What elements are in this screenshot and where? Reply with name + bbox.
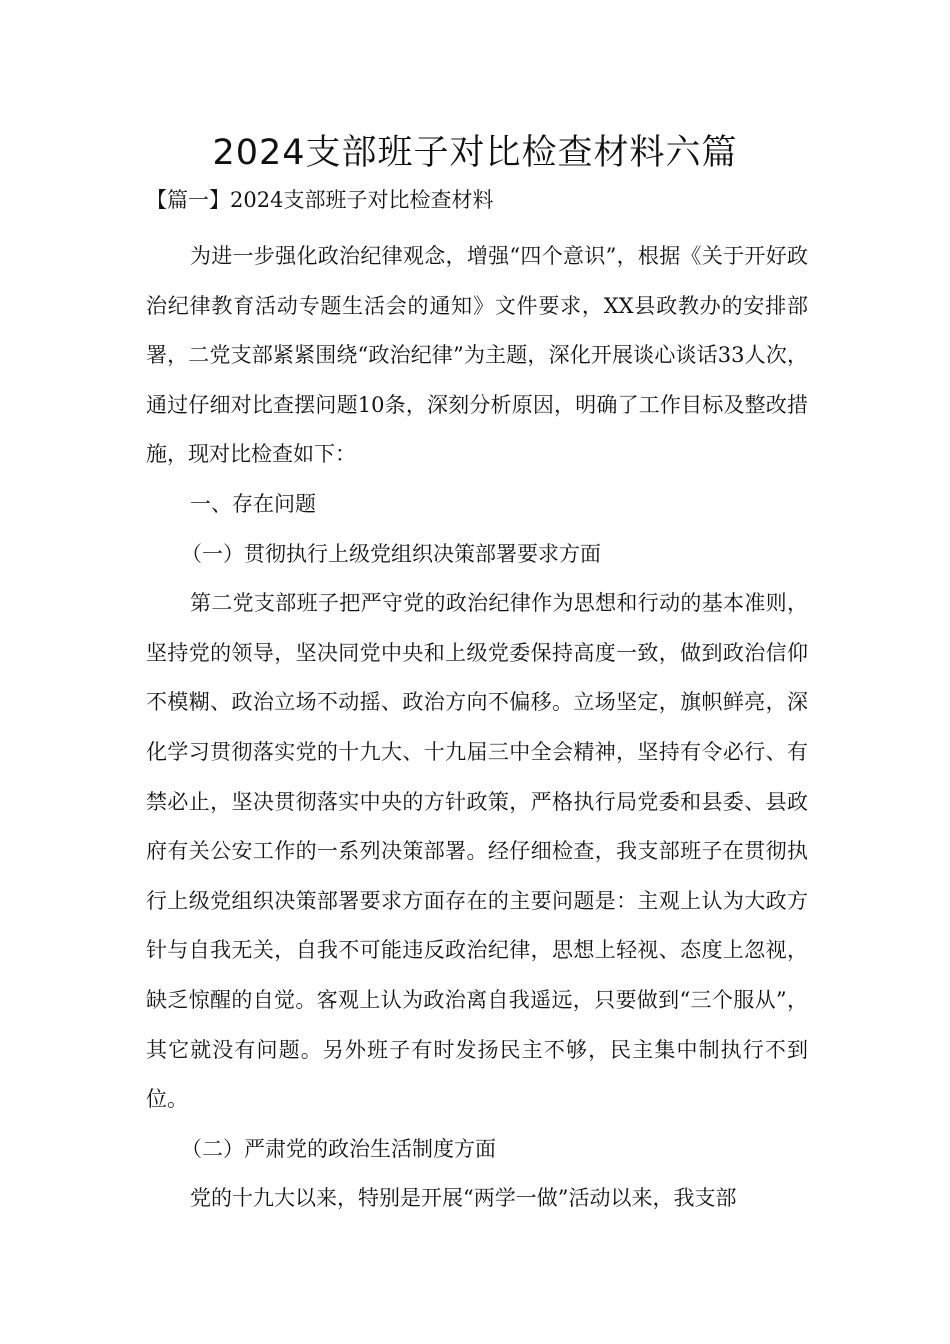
document-title: 2024支部班子对比检查材料六篇 [212,133,738,173]
document-subtitle: 【篇一】2024支部班子对比检查材料 [146,188,494,212]
body-paragraph-1: 第二党支部班子把严守党的政治纪律作为思想和行动的基本准则，坚持党的领导，坚决同党中央和上级党委保持高度一致，做到政治信仰不模糊、政治立场不动摇、政治方向不偏移。立场坚定，旗帜鲜亮，深化学习贯彻落实党的十九大、十九届三中全会精神，坚持有令必行、有禁必止，坚决贯彻落实中央的方针政策，严格执行局党委和县委、县政府有关公安工作的一系列决策部署。经仔细检查，我支部班子在贯彻执行上级党组织决策部署要求方面存在的主要问题是：主观上认为大政方针与自我无关，自我不可能违反政治纪律，思想上轻视、态度上忽视，缺乏惊醒的自觉。客观上认为政治离自我遥远，只要做到“三个服从”，其它就没有问题。另外班子有时发扬民主不够，民主集中制执行不到位。 [146,591,808,1112]
body-paragraph-2: 党的十九大以来，特别是开展“两学一做”活动以来，我支部 [190,1186,737,1211]
intro-paragraph: 为进一步强化政治纪律观念，增强“四个意识”，根据《关于开好政治纪律教育活动专题生活会的通知》文件要求，XX县政教办的安排部署，二党支部紧紧围绕“政治纪律”为主题，深化开展谈心谈话33人次，通过仔细对比查摆问题10条，深刻分析原因，明确了工作目标及整改措施，现对比检查如下： [146,244,808,467]
subsection-heading-1: （一）贯彻执行上级党组织决策部署要求方面 [181,541,601,566]
section-heading-problems: 一、存在问题 [190,491,316,516]
subsection-heading-2: （二）严肃党的政治生活制度方面 [181,1136,496,1161]
document-body [146,232,808,1224]
